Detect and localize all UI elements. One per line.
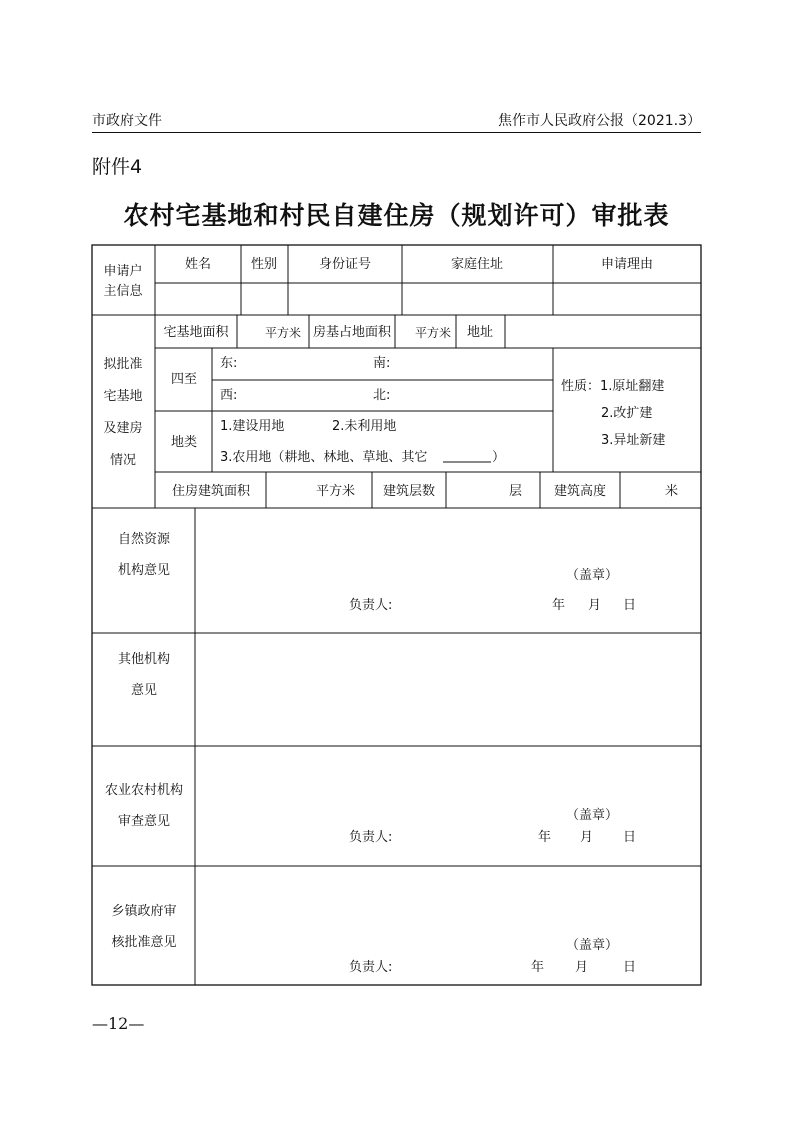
south-label: 南: <box>373 356 391 371</box>
natural-resources-day: 日 <box>623 598 637 613</box>
other-opinion-label-2: 意见 <box>130 683 158 698</box>
homestead-area-label: 宅基地面积 <box>163 325 229 340</box>
site-label-2: 宅基地 <box>103 389 143 404</box>
page-number: —12— <box>92 1014 145 1033</box>
agriculture-label-2: 审查意见 <box>117 814 171 829</box>
building-area-unit: 平方米 <box>316 484 356 499</box>
township-month: 月 <box>575 960 589 975</box>
natural-resources-seal: （盖章） <box>566 568 619 583</box>
agriculture-year: 年 <box>538 830 552 845</box>
land-type-3-end: ） <box>492 450 506 465</box>
agriculture-seal: （盖章） <box>566 808 619 823</box>
township-label-2: 核批准意见 <box>111 935 177 950</box>
header-right: 焦作市人民政府公报（2021.3） <box>498 113 701 129</box>
natural-resources-label-2: 机构意见 <box>117 563 171 578</box>
land-type-label: 地类 <box>170 435 198 450</box>
site-label-1: 拟批准 <box>103 357 143 372</box>
height-label: 建筑高度 <box>553 484 607 499</box>
agriculture-month: 月 <box>580 830 594 845</box>
col-gender: 性别 <box>250 257 278 272</box>
agriculture-responsible: 负责人: <box>349 830 393 845</box>
township-responsible: 负责人: <box>349 960 393 975</box>
agriculture-label-1: 农业农村机构 <box>104 783 184 798</box>
site-label-4: 情况 <box>109 453 137 468</box>
col-home-address: 家庭住址 <box>450 257 504 272</box>
land-type-1: 1.建设用地 <box>220 419 285 434</box>
floors-unit: 层 <box>509 484 523 499</box>
natural-resources-label-1: 自然资源 <box>117 532 171 547</box>
east-label: 东: <box>220 356 238 371</box>
nature-option-2: 2.改扩建 <box>601 406 653 421</box>
west-label: 西: <box>220 388 238 403</box>
township-seal: （盖章） <box>566 938 619 953</box>
agriculture-day: 日 <box>623 830 637 845</box>
height-unit: 米 <box>665 484 679 499</box>
north-label: 北: <box>373 388 391 403</box>
natural-resources-responsible: 负责人: <box>349 598 393 613</box>
boundaries-label: 四至 <box>170 372 198 387</box>
homestead-area-unit: 平方米 <box>264 326 302 340</box>
nature-option-3: 3.异址新建 <box>601 433 666 448</box>
land-type-3: 3.农用地（耕地、林地、草地、其它 <box>220 450 428 465</box>
col-id-number: 身份证号 <box>318 257 372 272</box>
col-name: 姓名 <box>184 257 212 272</box>
site-label-3: 及建房 <box>103 421 143 436</box>
natural-resources-month: 月 <box>588 598 602 613</box>
nature-label: 性质：1.原址翻建 <box>561 379 665 394</box>
header-left: 市政府文件 <box>92 113 162 129</box>
township-year: 年 <box>531 960 545 975</box>
land-type-2: 2.未利用地 <box>332 419 397 434</box>
applicant-label-2: 主信息 <box>103 284 143 299</box>
address-label: 地址 <box>466 325 494 340</box>
natural-resources-year: 年 <box>552 598 566 613</box>
building-area-label: 住房建筑面积 <box>171 484 251 499</box>
attachment-label: 附件4 <box>92 156 143 178</box>
footprint-area-label: 房基占地面积 <box>312 325 392 340</box>
township-day: 日 <box>623 960 637 975</box>
col-reason: 申请理由 <box>600 257 654 272</box>
page-title: 农村宅基地和村民自建住房（规划许可）审批表 <box>123 201 670 230</box>
other-opinion-label-1: 其他机构 <box>117 652 171 667</box>
applicant-label-1: 申请户 <box>103 264 143 279</box>
floors-label: 建筑层数 <box>382 484 436 499</box>
footprint-area-unit: 平方米 <box>414 326 452 340</box>
township-label-1: 乡镇政府审 <box>111 904 177 919</box>
